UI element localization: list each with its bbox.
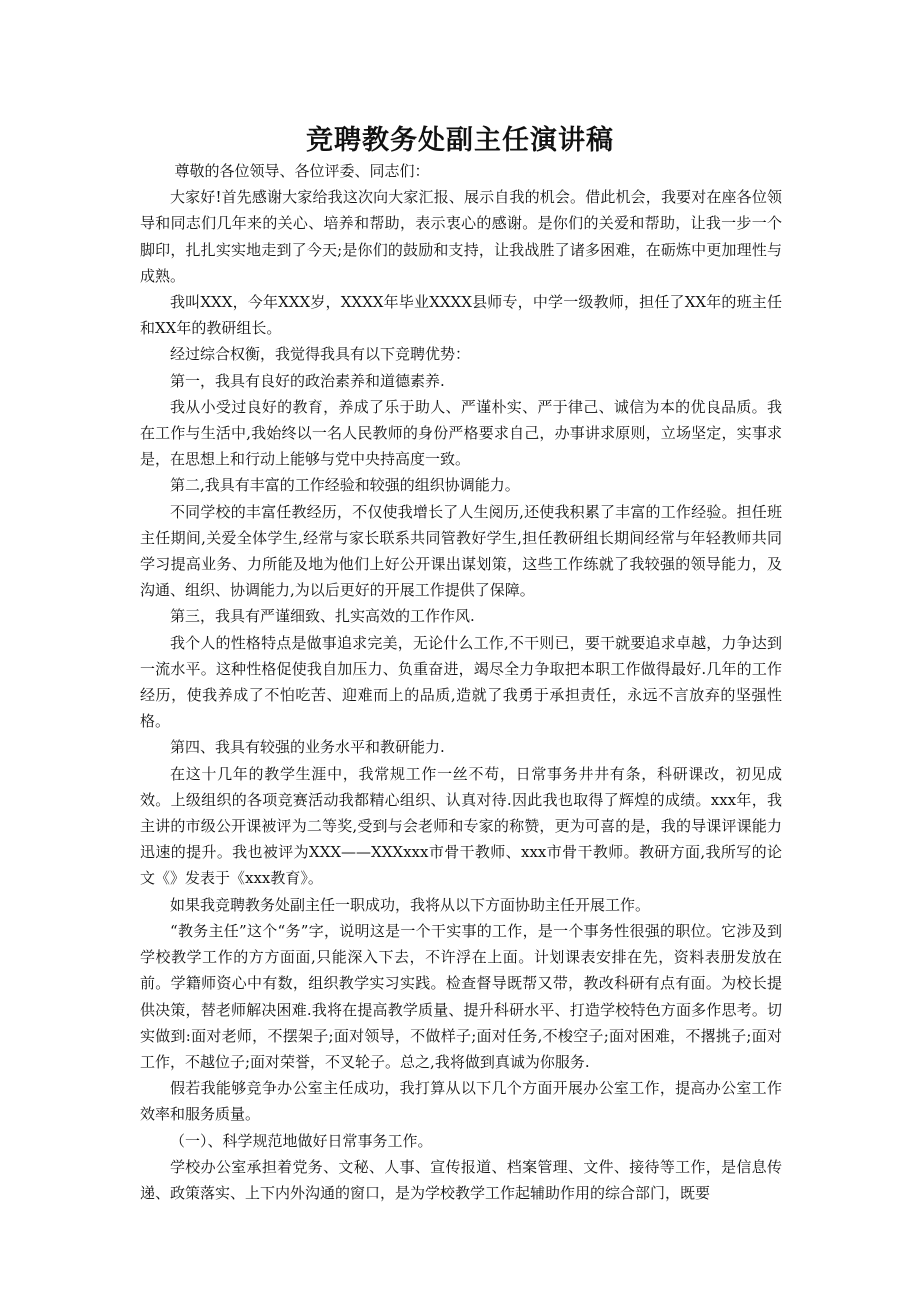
body-paragraph: “教务主任”这个“务”字，说明这是一个干实事的工作，是一个事务性很强的职位。它涉及到学校教学工作的方方面面,只能深入下去，不许浮在上面。计划课表安排在先，资料表册发放在前。学籍师资心中有数，组织教学实习实践。检查督导既帮又带，教改科研有点有面。为校长提供决策，替老师解决困难.我将在提高教学质量、提升科研水平、打造学校特色方面多作思考。切实做到:面对老师，不摆架子;面对领导，不做样子;面对任务,不梭空子;面对困难，不撂挑子;面对工作，不越位子;面对荣誉，不叉轮子。总之,我将做到真诚为你服务. xyxy=(140,921,782,1071)
section-heading: 第二,我具有丰富的工作经验和较强的组织协调能力。 xyxy=(170,476,520,495)
body-paragraph: 假若我能够竞争办公室主任成功，我打算从以下几个方面开展办公室工作，提高办公室工作效率和服务质量。 xyxy=(140,1079,782,1124)
salutation-paragraph: 尊敬的各位领导、各位评委、同志们： xyxy=(174,162,430,180)
body-paragraph: 我叫XXX，今年XXX岁，XXXX年毕业XXXX县师专，中学一级教师，担任了XX年的班主任和XX年的教研组长。 xyxy=(140,293,782,338)
section-heading: 第三，我具有严谨细致、扎实高效的工作作风. xyxy=(170,607,475,626)
document-body xyxy=(140,158,782,1206)
section-heading: （一）、科学规范地做好日常事务工作。 xyxy=(170,1131,433,1150)
body-paragraph: 学校办公室承担着党务、文秘、人事、宣传报道、档案管理、文件、接待等工作，是信息传递、政策落实、上下内外沟通的窗口，是为学校教学工作起辅助作用的综合部门，既要 xyxy=(140,1157,782,1202)
section-heading: 第一，我具有良好的政治素养和道德素养. xyxy=(170,371,445,390)
document-title: 竞聘教务处副主任演讲稿 xyxy=(306,125,614,156)
body-paragraph: 大家好!首先感谢大家给我这次向大家汇报、展示自我的机会。借此机会，我要对在座各位领导和同志们几年来的关心、培养和帮助，表示衷心的感谢。是你们的关爱和帮助，让我一步一个脚印，扎扎实实地走到了今天;是你们的鼓励和支持，让我战胜了诸多困难，在砺炼中更加理性与成熟。 xyxy=(140,188,782,285)
body-paragraph: 在这十几年的教学生涯中，我常规工作一丝不苟，日常事务井井有条，科研课改，初见成效。上级组织的各项竞赛活动我都精心组织、认真对待.因此我也取得了辉煌的成绩。xxx年，我主讲的市级公开课被评为二等奖,受到与会老师和专家的称赞，更为可喜的是，我的导课评课能力迅速的提升。我也被评为XXX——XXXxxx市骨干教师、xxx市骨干教师。教研方面,我所写的论文《》发表于《xxx教育》。 xyxy=(140,764,782,888)
body-paragraph: 我从小受过良好的教育，养成了乐于助人、严谨朴实、严于律己、诚信为本的优良品质。我在工作与生活中,我始终以一名人民教师的身份严格要求自己，办事讲求原则，立场坚定，实事求是，在思想上和行动上能够与党中央持高度一致。 xyxy=(140,397,782,469)
body-paragraph: 如果我竞聘教务处副主任一职成功，我将从以下方面协助主任开展工作。 xyxy=(170,895,651,914)
body-paragraph: 不同学校的丰富任教经历，不仅使我增长了人生阅历,还使我积累了丰富的工作经验。担任班主任期间,关爱全体学生,经常与家长联系共同管教好学生,担任教研组长期间经常与年轻教师共同学习提高业务、力所能及地为他们上好公开课出谋划策，这些工作练就了我较强的领导能力，及沟通、组织、协调能力,为以后更好的开展工作提供了保障。 xyxy=(140,502,782,600)
body-paragraph: 经过综合权衡，我觉得我具有以下竞聘优势： xyxy=(170,345,471,364)
section-heading: 第四、我具有较强的业务水平和教研能力. xyxy=(170,738,445,757)
body-paragraph: 我个人的性格特点是做事追求完美，无论什么工作,不干则已，要干就要追求卓越，力争达到一流水平。这种性格促使我自加压力、负重奋进，竭尽全力争取把本职工作做得最好.几年的工作经历，使我养成了不怕吃苦、迎难而上的品质,造就了我勇于承担责任，永远不言放弃的坚强性格。 xyxy=(140,633,782,731)
